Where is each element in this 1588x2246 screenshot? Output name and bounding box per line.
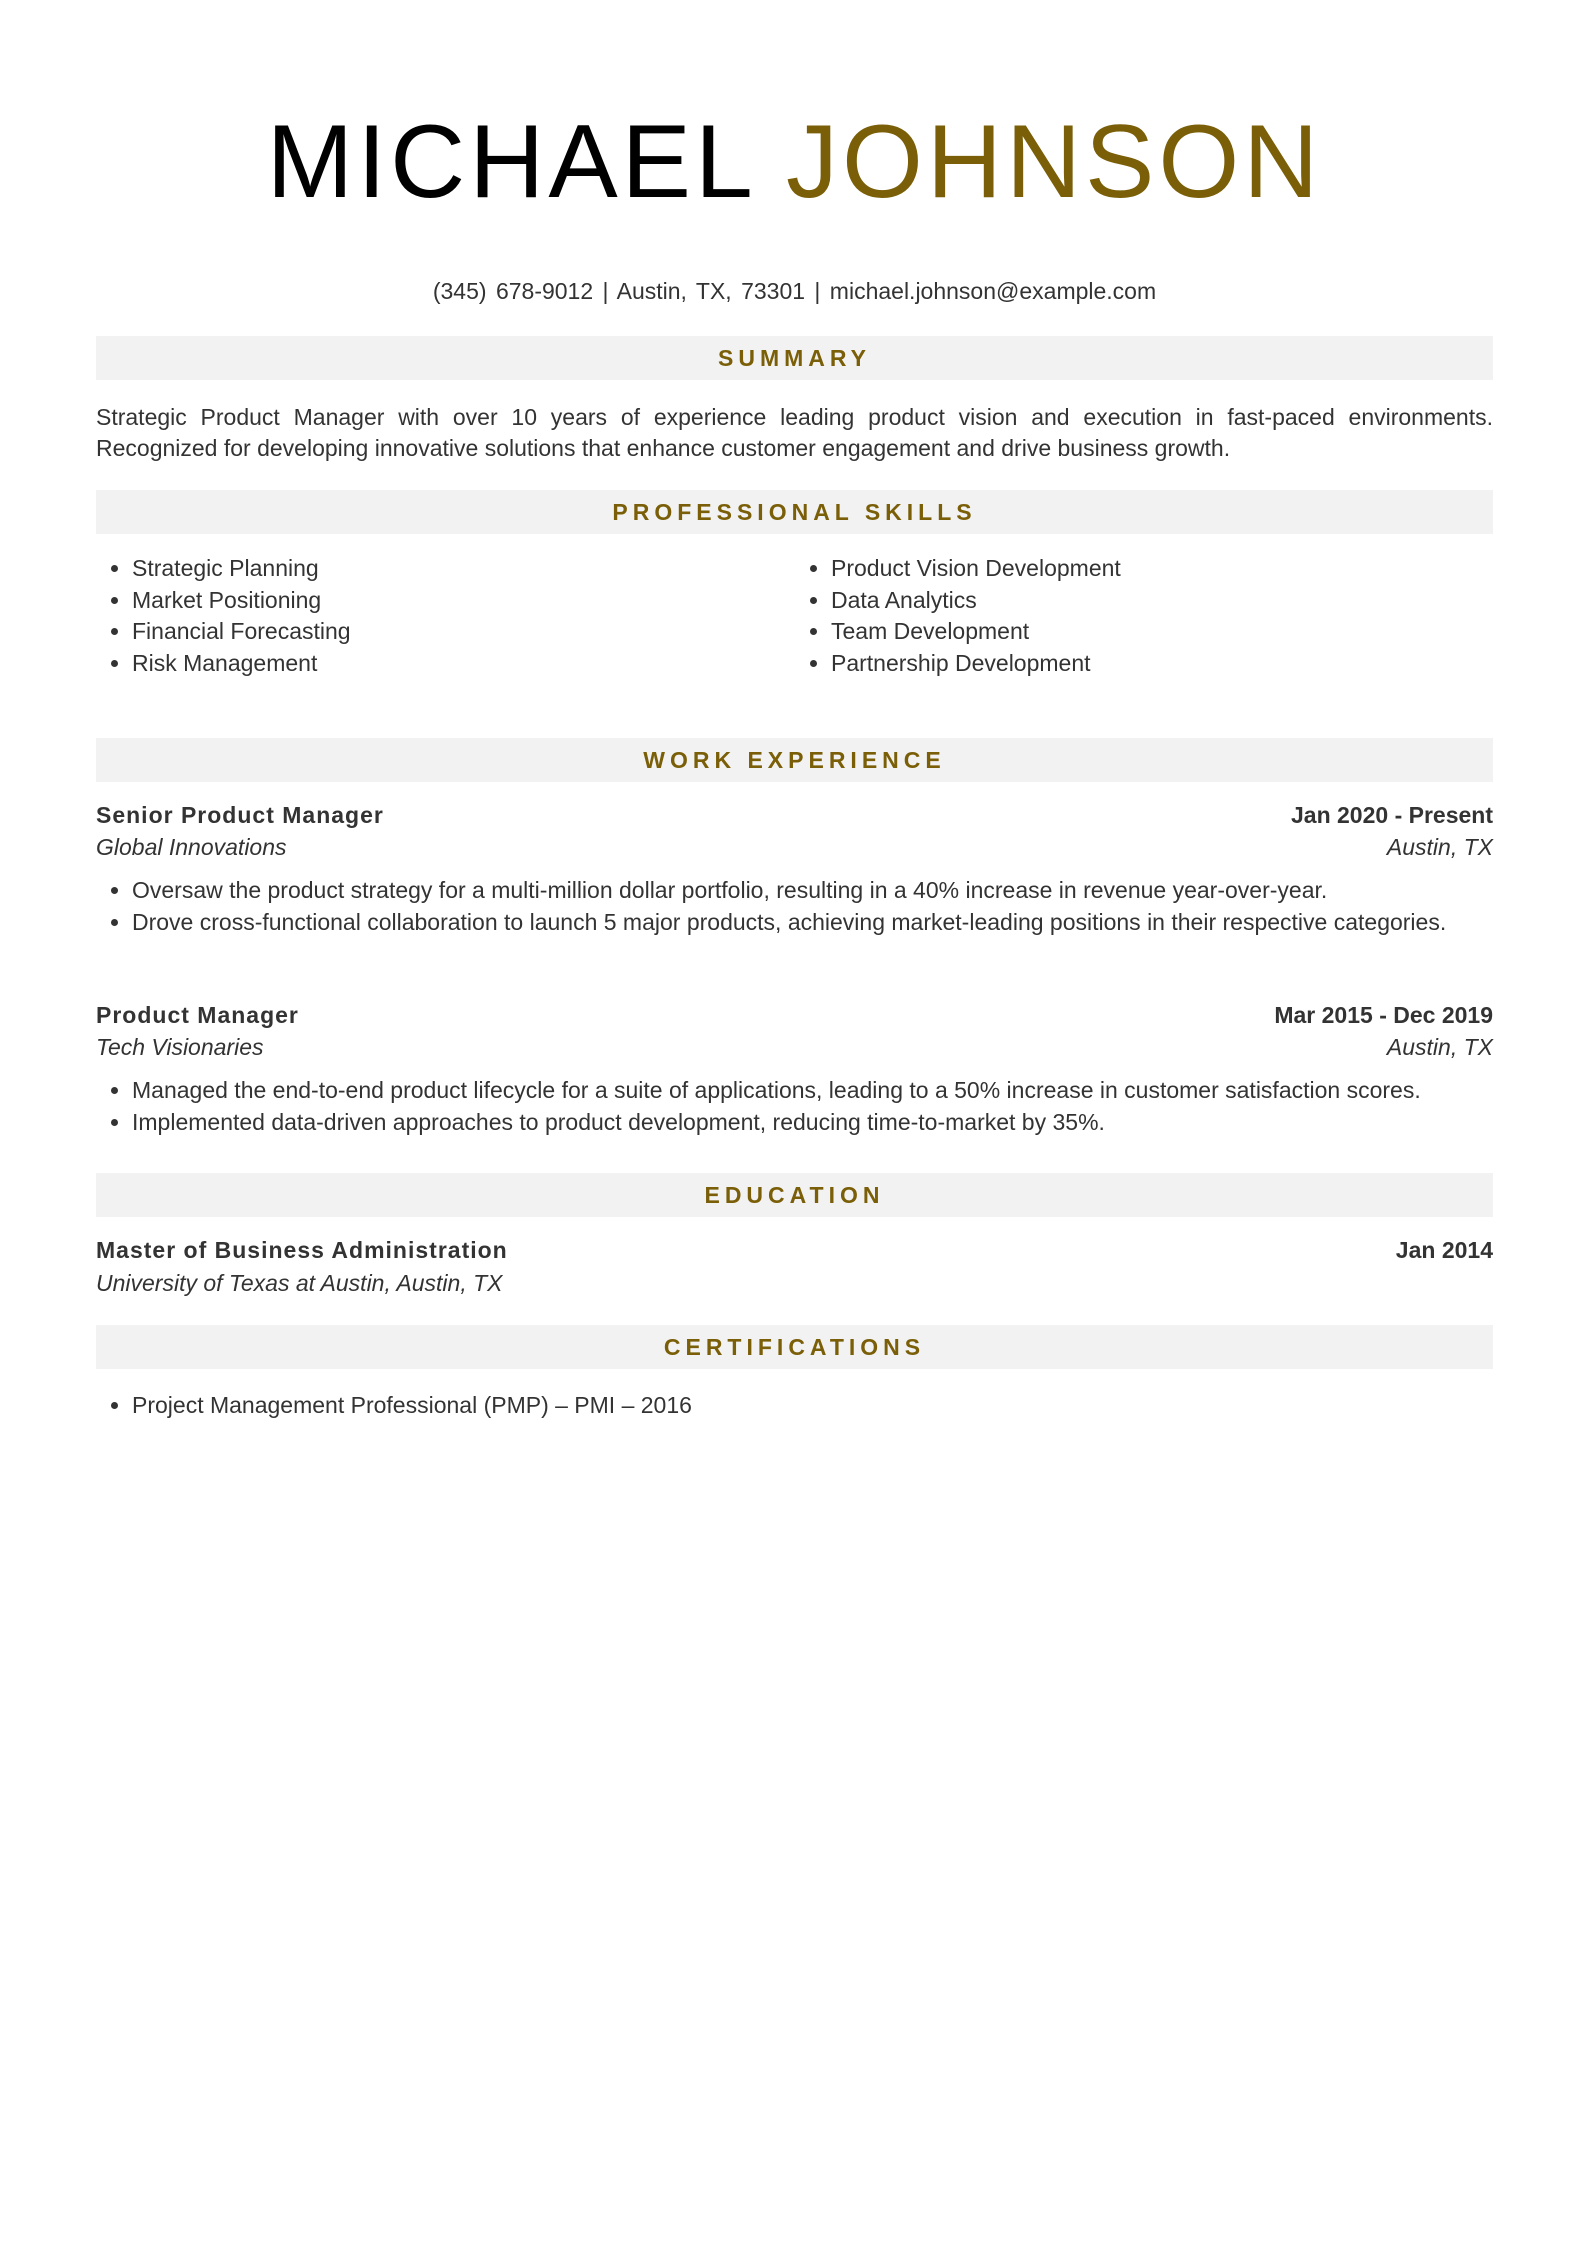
job-company: Tech Visionaries <box>96 1034 264 1060</box>
skill-item: • Financial Forecasting <box>132 616 772 648</box>
job-company-row <box>96 832 1493 863</box>
skills-list-right <box>795 553 1471 679</box>
job-role: Senior Product Manager <box>96 802 384 828</box>
summary-text: Strategic Product Manager with over 10 years of experience leading product vision and execution in fast-paced environments. Recognized for developing innovative solutions that enhance customer engagement and drive business growth. <box>96 404 1493 461</box>
education-row <box>96 1235 1493 1266</box>
skills-list-left <box>96 553 772 679</box>
skill-item: • Risk Management <box>132 648 772 680</box>
candidate-name <box>96 104 1493 220</box>
job-location: Austin, TX <box>1386 1034 1493 1060</box>
job-location: Austin, TX <box>1386 834 1493 860</box>
job-bullet: • Implemented data-driven approaches to product development, reducing time-to-market by 35%. <box>132 1107 1493 1139</box>
section-header-certifications: CERTIFICATIONS <box>96 1325 1493 1369</box>
section-header-summary: SUMMARY <box>96 336 1493 380</box>
job-title-row <box>96 1000 1493 1031</box>
skill-item: • Market Positioning <box>132 585 772 617</box>
first-name: MICHAEL <box>266 104 754 220</box>
section-header-skills: PROFESSIONAL SKILLS <box>96 490 1493 534</box>
job-bullet: • Drove cross-functional collaboration to launch 5 major products, achieving market-leading positions in their respective categories. <box>132 907 1493 939</box>
job-company-row <box>96 1032 1493 1063</box>
contact-line: (345) 678-9012 | Austin, TX, 73301 | michael.johnson@example.com <box>432 278 1157 304</box>
certifications-list <box>96 1390 1493 1422</box>
skill-item: • Data Analytics <box>831 585 1471 617</box>
section-header-education: EDUCATION <box>96 1173 1493 1217</box>
skill-item: • Team Development <box>831 616 1471 648</box>
skill-item: • Product Vision Development <box>831 553 1471 585</box>
job-bullets <box>96 875 1493 938</box>
job-role: Product Manager <box>96 1002 299 1028</box>
job-bullet: • Oversaw the product strategy for a multi-million dollar portfolio, resulting in a 40% increase in revenue year-over-year. <box>132 875 1493 907</box>
job-dates: Jan 2020 - Present <box>1290 802 1493 828</box>
degree: Master of Business Administration <box>96 1237 508 1263</box>
education-date: Jan 2014 <box>1395 1237 1493 1263</box>
skill-item: • Partnership Development <box>831 648 1471 680</box>
job-company: Global Innovations <box>96 834 287 860</box>
last-name: JOHNSON <box>785 104 1323 220</box>
school-row <box>96 1268 1493 1299</box>
job-dates: Mar 2015 - Dec 2019 <box>1274 1002 1493 1028</box>
job-bullet: • Managed the end-to-end product lifecycle for a suite of applications, leading to a 50% increase in customer satisfaction scores. <box>132 1075 1493 1107</box>
job-title-row <box>96 800 1493 831</box>
certification-item: • Project Management Professional (PMP) – PMI – 2016 <box>132 1390 1493 1422</box>
skill-item: • Strategic Planning <box>132 553 772 585</box>
school: University of Texas at Austin, Austin, TX <box>96 1270 503 1296</box>
job-bullets <box>96 1075 1493 1138</box>
section-header-experience: WORK EXPERIENCE <box>96 738 1493 782</box>
